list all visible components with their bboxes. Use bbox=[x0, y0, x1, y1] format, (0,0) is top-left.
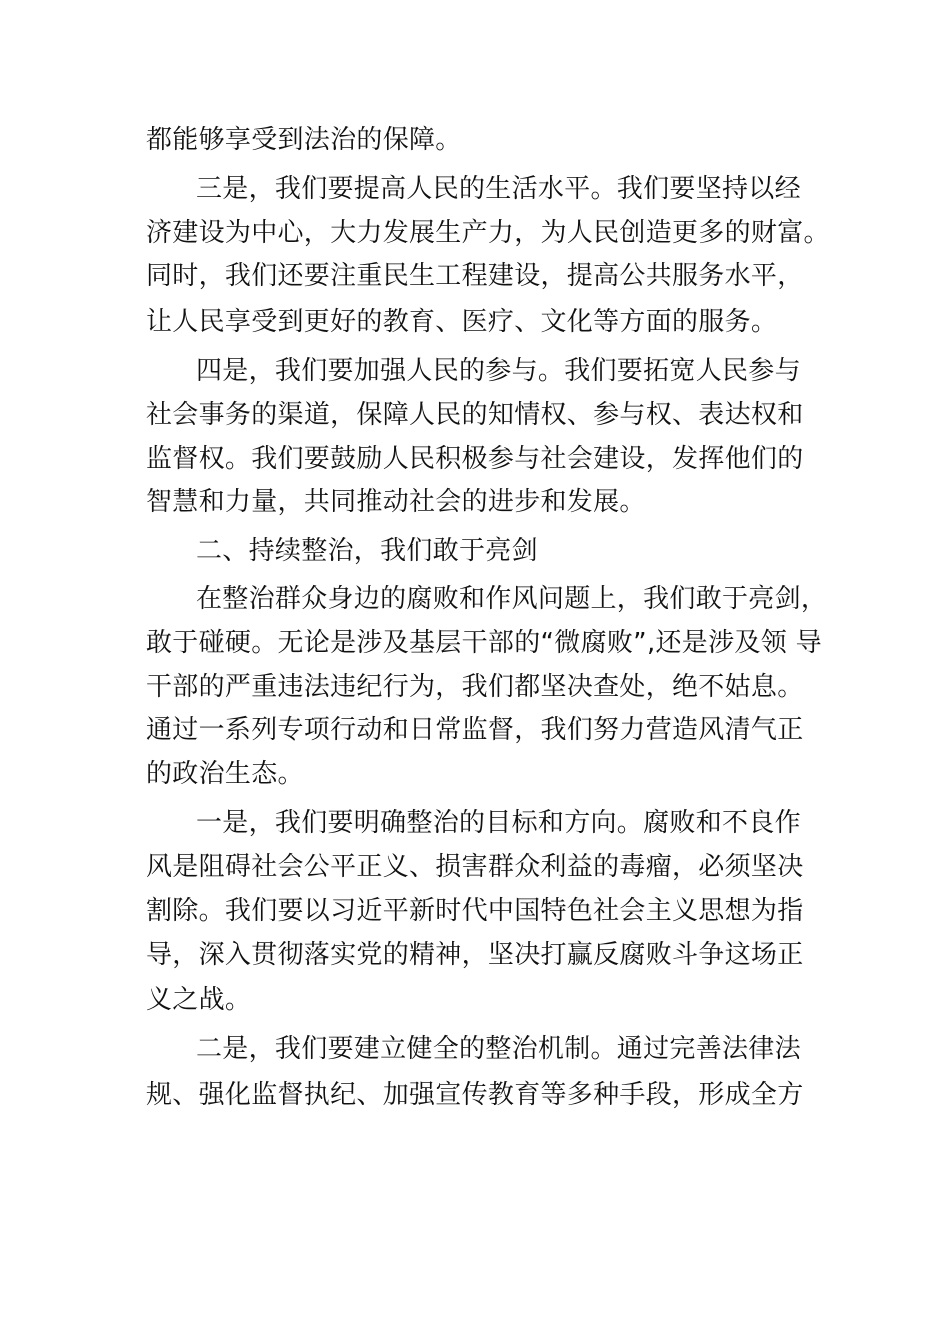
text-line: 通过一系列专项行动和日常监督，我们努力营造风清气正 bbox=[146, 715, 804, 745]
text-line: 义之战。 bbox=[146, 985, 252, 1015]
section-heading: 二、持续整治，我们敢于亮剑 bbox=[196, 536, 538, 566]
text-line: 济建设为中心，大力发展生产力，为人民创造更多的财富。 bbox=[146, 218, 830, 248]
paragraph-first-line: 二是，我们要建立健全的整治机制。通过完善法律法 bbox=[196, 1034, 801, 1064]
text-line: 社会事务的渠道，保障人民的知情权、参与权、表达权和 bbox=[146, 400, 804, 430]
text-line: 规、强化监督执纪、加强宣传教育等多种手段，形成全方 bbox=[146, 1080, 804, 1110]
paragraph-first-line: 在整治群众身边的腐败和作风问题上，我们敢于亮剑， bbox=[196, 584, 828, 614]
text-line: 监督权。我们要鼓励人民积极参与社会建设，发挥他们的 bbox=[146, 444, 804, 474]
text-line: 导，深入贯彻落实党的精神，坚决打赢反腐败斗争这场正 bbox=[146, 940, 804, 970]
paragraph-first-line: 三是，我们要提高人民的生活水平。我们要坚持以经 bbox=[196, 174, 801, 204]
text-line: 敢于碰硬。无论是涉及基层干部的“微腐败”,还是涉及领 导 bbox=[146, 628, 822, 658]
text-line: 都能够享受到法治的保障。 bbox=[146, 125, 462, 155]
paragraph-first-line: 一是，我们要明确整治的目标和方向。腐败和不良作 bbox=[196, 808, 801, 838]
text-line: 干部的严重违法违纪行为，我们都坚决查处，绝不姑息。 bbox=[146, 672, 804, 702]
text-line: 让人民享受到更好的教育、医疗、文化等方面的服务。 bbox=[146, 307, 778, 337]
text-line: 的政治生态。 bbox=[146, 759, 304, 789]
text-line: 割除。我们要以习近平新时代中国特色社会主义思想为指 bbox=[146, 896, 804, 926]
text-line: 同时，我们还要注重民生工程建设，提高公共服务水平， bbox=[146, 261, 804, 291]
paragraph-first-line: 四是，我们要加强人民的参与。我们要拓宽人民参与 bbox=[196, 356, 801, 386]
text-line: 智慧和力量，共同推动社会的进步和发展。 bbox=[146, 487, 646, 517]
text-line: 风是阻碍社会公平正义、损害群众利益的毒瘤，必须坚决 bbox=[146, 852, 804, 882]
